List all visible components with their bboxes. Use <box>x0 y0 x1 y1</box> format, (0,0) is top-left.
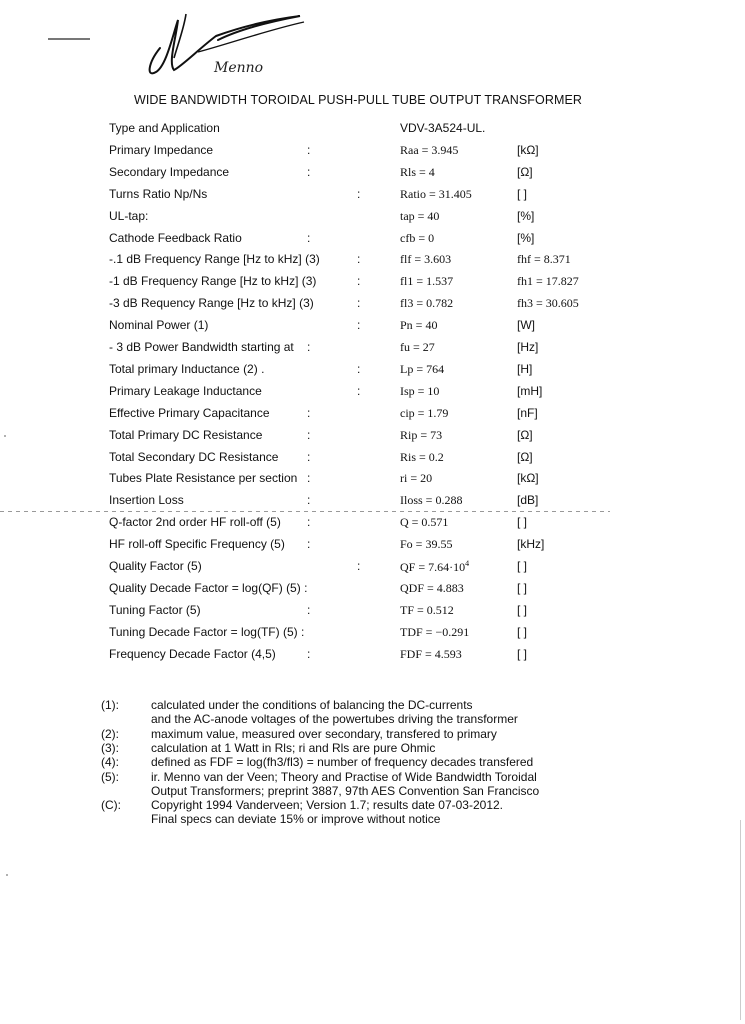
spec-label: Nominal Power (1) <box>109 318 209 333</box>
spec-row <box>0 559 745 581</box>
spec-value: Pn = 40 <box>400 318 438 333</box>
spec-label: Total Secondary DC Resistance <box>109 449 279 464</box>
spec-unit: [ ] <box>517 624 528 639</box>
spec-colon: : <box>357 559 361 573</box>
footnote-text: Output Transformers; preprint 3887, 97th AES Convention San Francisco <box>151 783 540 798</box>
spec-unit: [Ω] <box>517 449 533 464</box>
spec-label: HF roll-off Specific Frequency (5) <box>109 537 285 552</box>
spec-label: Primary Impedance <box>109 142 214 157</box>
spec-colon: : <box>307 230 311 245</box>
spec-unit: [Ω] <box>517 164 533 179</box>
spec-label: Quality Factor (5) <box>109 559 202 573</box>
spec-value: VDV-3A524-UL. <box>400 121 486 135</box>
spec-value: fl3 = 0.782 <box>400 296 454 311</box>
spec-row <box>0 187 745 209</box>
spec-label: -1 dB Frequency Range [Hz to kHz] (3) <box>109 274 317 289</box>
spec-label: Tuning Factor (5) <box>109 602 201 617</box>
footnote-text: and the AC-anode voltages of the powertubes driving the transformer <box>151 712 518 727</box>
spec-row <box>0 274 745 296</box>
spec-colon: : <box>307 646 311 661</box>
spec-row <box>0 537 745 559</box>
spec-unit: [kΩ] <box>517 471 539 486</box>
spec-unit: [kHz] <box>517 537 545 552</box>
spec-value: Fo = 39.55 <box>400 537 453 552</box>
spec-value: TDF = −0.291 <box>400 624 470 639</box>
spec-row <box>0 296 745 318</box>
spec-row <box>0 515 745 537</box>
spec-unit: fhf = 8.371 <box>517 252 571 267</box>
spec-unit: [%] <box>517 230 535 245</box>
footnote-key: (5): <box>101 769 119 784</box>
spec-row <box>0 471 745 493</box>
spec-value: QDF = 4.883 <box>400 580 464 595</box>
spec-colon: : <box>307 340 311 354</box>
spec-label: Insertion Loss <box>109 493 184 508</box>
spec-colon: : <box>357 361 361 376</box>
spec-unit: [ ] <box>517 580 528 595</box>
footnote-text: Final specs can deviate 15% or improve without notice <box>151 812 441 827</box>
footnote-text: maximum value, measured over secondary, transfered to primary <box>151 726 497 741</box>
footnote-text: Copyright 1994 Vanderveen; Version 1.7; results date 07-03-2012. <box>151 798 504 813</box>
spec-row <box>0 603 745 625</box>
spec-unit: [H] <box>517 361 533 376</box>
spec-unit: [%] <box>517 208 535 223</box>
spec-value: Raa = 3.945 <box>400 142 459 157</box>
spec-value: QF = $7.64\cdot 10^4$ <box>400 559 470 574</box>
spec-unit: [ ] <box>517 602 528 617</box>
spec-colon: : <box>307 602 311 617</box>
spec-row <box>0 165 745 187</box>
spec-colon: : <box>307 449 311 464</box>
spec-label: Tuning Decade Factor = log(TF) (5) : <box>109 624 305 639</box>
spec-value: Rip = 73 <box>400 427 443 442</box>
spec-row <box>0 252 745 274</box>
spec-label: Type and Application <box>109 121 220 135</box>
spec-unit: [ ] <box>517 186 528 201</box>
spec-row <box>0 450 745 472</box>
spec-value: Lp = 764 <box>400 361 445 376</box>
spec-row <box>0 581 745 603</box>
spec-colon: : <box>307 471 311 486</box>
spec-value: FDF = 4.593 <box>400 646 462 661</box>
spec-unit: [mH] <box>517 383 543 398</box>
spec-label: Primary Leakage Inductance <box>109 383 262 398</box>
spec-value: Rls = 4 <box>400 164 435 179</box>
spec-colon: : <box>357 296 361 311</box>
spec-unit: fh3 = 30.605 <box>517 296 579 311</box>
spec-row <box>0 384 745 406</box>
footnote-text: defined as FDF = log(fh3/fl3) = number of frequency decades transfered <box>151 755 534 770</box>
spec-value: fu = 27 <box>400 340 435 354</box>
spec-unit: [ ] <box>517 646 528 661</box>
spec-unit: [dB] <box>517 493 539 508</box>
spec-colon: : <box>307 164 311 179</box>
spec-colon: : <box>307 493 311 508</box>
spec-unit: [kΩ] <box>517 142 539 157</box>
spec-row <box>0 340 745 362</box>
spec-unit: fh1 = 17.827 <box>517 274 579 289</box>
spec-value: fl1 = 1.537 <box>400 274 454 289</box>
footnote-text: calculated under the conditions of balancing the DC-currents <box>151 698 473 712</box>
spec-label: -3 dB Requency Range [Hz to kHz] (3) <box>109 296 314 311</box>
footnote-text: ir. Menno van der Veen; Theory and Practise of Wide Bandwidth Toroidal <box>151 769 537 784</box>
spec-row <box>0 428 745 450</box>
spec-label: Frequency Decade Factor (4,5) <box>109 646 276 661</box>
spec-label: Total primary Inductance (2) . <box>109 361 265 376</box>
footnote-key: (3): <box>101 740 119 755</box>
spec-row <box>0 209 745 231</box>
spec-unit: [nF] <box>517 405 538 420</box>
spec-row <box>0 406 745 428</box>
spec-value: Ratio = 31.405 <box>400 186 472 201</box>
spec-colon: : <box>307 405 311 420</box>
spec-row <box>0 493 745 515</box>
spec-colon: : <box>307 537 311 552</box>
spec-value: flf = 3.603 <box>400 252 452 267</box>
spec-row <box>0 362 745 384</box>
footnote-key: (C): <box>101 798 121 813</box>
spec-row <box>0 318 745 340</box>
spec-row <box>0 647 745 669</box>
footnote-text: calculation at 1 Watt in Rls; ri and Rls are pure Ohmic <box>151 740 436 755</box>
spec-label: -.1 dB Frequency Range [Hz to kHz] (3) <box>109 252 320 267</box>
spec-value: TF = 0.512 <box>400 602 454 617</box>
spec-colon: : <box>357 252 361 267</box>
spec-value: cfb = 0 <box>400 230 435 245</box>
spec-row <box>0 625 745 647</box>
spec-unit: [Ω] <box>517 427 533 442</box>
spec-label: UL-tap: <box>109 208 149 223</box>
spec-unit: [ ] <box>517 515 528 530</box>
spec-label: Turns Ratio Np/Ns <box>109 186 208 201</box>
spec-row <box>0 143 745 165</box>
spec-colon: : <box>307 515 311 530</box>
page-title: WIDE BANDWIDTH TOROIDAL PUSH-PULL TUBE OUTPUT TRANSFORMER <box>133 93 583 107</box>
spec-label: Total Primary DC Resistance <box>109 427 263 442</box>
spec-value: tap = 40 <box>400 208 440 223</box>
spec-label: Tubes Plate Resistance per section <box>109 471 298 486</box>
spec-row <box>0 231 745 253</box>
spec-value: cip = 1.79 <box>400 405 449 420</box>
spec-label: Effective Primary Capacitance <box>109 405 270 420</box>
spec-unit: [W] <box>517 318 535 333</box>
spec-row <box>0 121 745 143</box>
spec-colon: : <box>357 383 361 398</box>
spec-value-exponent: 4 <box>465 559 470 568</box>
spec-value: ri = 20 <box>400 471 433 486</box>
spec-value: Iloss = 0.288 <box>400 493 463 508</box>
spec-label: Q-factor 2nd order HF roll-off (5) <box>109 515 281 530</box>
footnote-key: (2): <box>101 726 119 741</box>
spec-unit: [Hz] <box>517 340 539 354</box>
spec-label: Quality Decade Factor = log(QF) (5) : <box>109 580 308 595</box>
spec-label: Secondary Impedance <box>109 164 230 179</box>
spec-colon: : <box>357 274 361 289</box>
spec-value: Ris = 0.2 <box>400 449 444 464</box>
footnote-key: (1): <box>101 698 119 712</box>
spec-colon: : <box>307 427 311 442</box>
spec-value: Q = 0.571 <box>400 515 449 530</box>
spec-colon: : <box>307 142 311 157</box>
spec-colon: : <box>357 318 361 333</box>
footnote-key: (4): <box>101 755 119 770</box>
spec-label: - 3 dB Power Bandwidth starting at <box>109 340 294 354</box>
spec-colon: : <box>357 186 361 201</box>
spec-unit: [ ] <box>517 559 528 573</box>
spec-label: Cathode Feedback Ratio <box>109 230 242 245</box>
spec-value: Isp = 10 <box>400 383 440 398</box>
signature-name: Menno <box>214 60 264 76</box>
